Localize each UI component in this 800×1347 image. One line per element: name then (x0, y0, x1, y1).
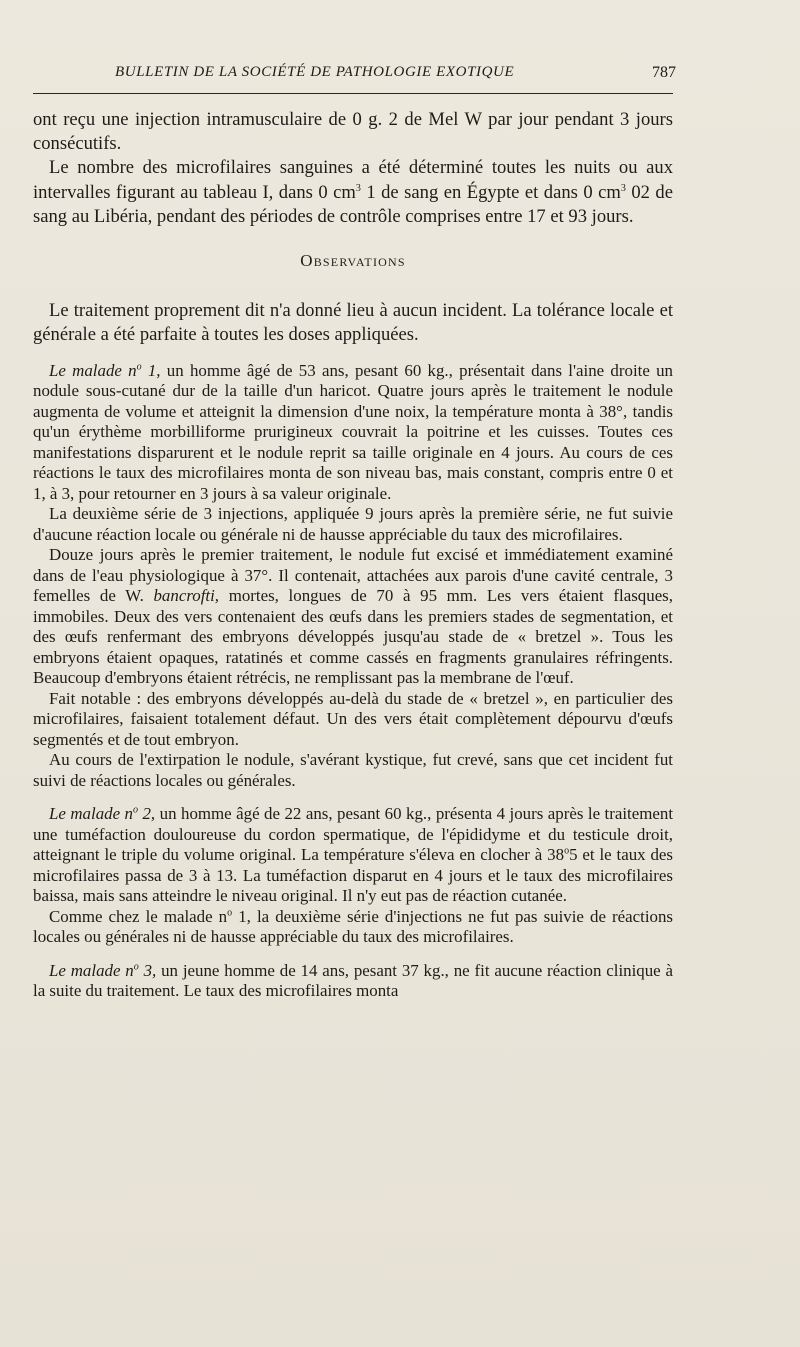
section-heading: Observations (300, 251, 406, 271)
page-number: 787 (652, 64, 676, 81)
article-body (33, 108, 673, 1002)
case-2-block (33, 804, 673, 948)
case-2-paragraph-1: Le malade $n^o$ 2, un homme âgé de 22 ans, pesant 60 kg., présenta 4 jours après le traitement une tuméfaction douloureuse du cordon spermatique, de l'épididyme et du testicule droit, atteignant le triple du volume original. La température s'éleva en clocher à 38$^o$5 et le taux des microfilaires passa de 3 à 13. La tuméfaction disparut en 4 jours et le taux des microfilaires baissa, mais sans atteindre le niveau original. Il n'y eut pas de réaction cutanée. (33, 804, 674, 906)
case-1-paragraph-5: Au cours de l'extirpation le nodule, s'avérant kystique, fut crevé, sans que cet incident fut suivi de réactions locales ou générales. (33, 750, 673, 790)
case-1-paragraph-2: La deuxième série de 3 injections, appliquée 9 jours après la première série, ne fut suivie d'aucune réaction locale ou générale ni de hausse appréciable du taux des microfilaires. (33, 504, 673, 544)
case-3-lead: Le malade $n^o$ 3, (49, 960, 157, 980)
case-1-paragraph-1: Le malade $n^o$ 1, un homme âgé de 53 ans, pesant 60 kg., présentait dans l'aine droite un nodule sous-cutané dur de la taille d'un haricot. Quatre jours après le traitement le nodule augmenta de volume et atteignit la dimension d'une noix, la température monta à 38°, tandis qu'un érythème morbilliforme prurigineux couvrait la poitrine et les cuisses. Toutes ces manifestations disparurent et le nodule reprit sa taille originale en 4 jours. Au cours de ces réactions le taux des microfilaires monta de son niveau bas, mais constant, compris entre 0 et 1, à 3, pour retourner en 3 jours à sa valeur originale. (33, 360, 673, 503)
running-head: BULLETIN DE LA SOCIÉTÉ DE PATHOLOGIE EXOTIQUE (115, 64, 515, 80)
case-2-lead: Le malade $n^o$ 2, (49, 804, 156, 824)
intro-paragraph-2: Le nombre des microfilaires sanguines a été déterminé toutes les nuits ou aux intervalles figurant au tableau I, dans 0 $cm^3$ 1 de sang en Égypte et dans 0 $cm^3$ 02 de sang au Libéria, pendant des périodes de contrôle comprises entre 17 et 93 jours. (33, 157, 673, 227)
case-1-paragraph-3: Douze jours après le premier traitement, le nodule fut excisé et immédiatement examiné dans de l'eau physiologique à 37°. Il contenait, attachées aux parois d'une cavité centrale, 3 femelles de W. bancrofti, mortes, longues de 70 à 95 mm. Les vers étaient flasques, immobiles. Deux des vers contenaient des œufs dans les premiers stades de segmentation, et des œufs renfermant des embryons développés jusqu'au stade de « bretzel ». Tous les embryons étaient opaques, ratatinés et comme cassés en fragments granulaires réfringents. Beaucoup d'embryons étaient rétrécis, ne remplissant pas la membrane de l'œuf. (33, 545, 673, 688)
case-3-paragraph-1: Le malade $n^o$ 3, un jeune homme de 14 ans, pesant 37 kg., ne fit aucune réaction clinique à la suite du traitement. Le taux des microfilaires monta (33, 960, 674, 1001)
case-1-block (33, 361, 673, 792)
intro-paragraph-1: ont reçu une injection intramusculaire de 0 g. 2 de Mel W par jour pendant 3 jours consécutifs. (33, 109, 673, 155)
header-rule (33, 93, 673, 94)
case-2-paragraph-2: Comme chez le malade $n^o$ 1, la deuxième série d'injections ne fut pas suivie de réactions locales ou générales ni de hausse appréciable du taux des microfilaires. (33, 906, 673, 947)
case-1-lead: Le malade $n^o$ 1, (49, 360, 161, 380)
case-3-block (33, 961, 673, 1002)
page-header (33, 64, 676, 90)
section-paragraph-1: Le traitement proprement dit n'a donné lieu à aucun incident. La tolérance locale et générale a été parfaite à toutes les doses appliquées. (33, 300, 673, 346)
case-1-paragraph-4: Fait notable : des embryons développés au-delà du stade de « bretzel », en particulier des microfilaires, faisaient totalement défaut. Un des vers était complètement dépourvu d'œufs segmentés et de tout embryon. (33, 688, 673, 749)
